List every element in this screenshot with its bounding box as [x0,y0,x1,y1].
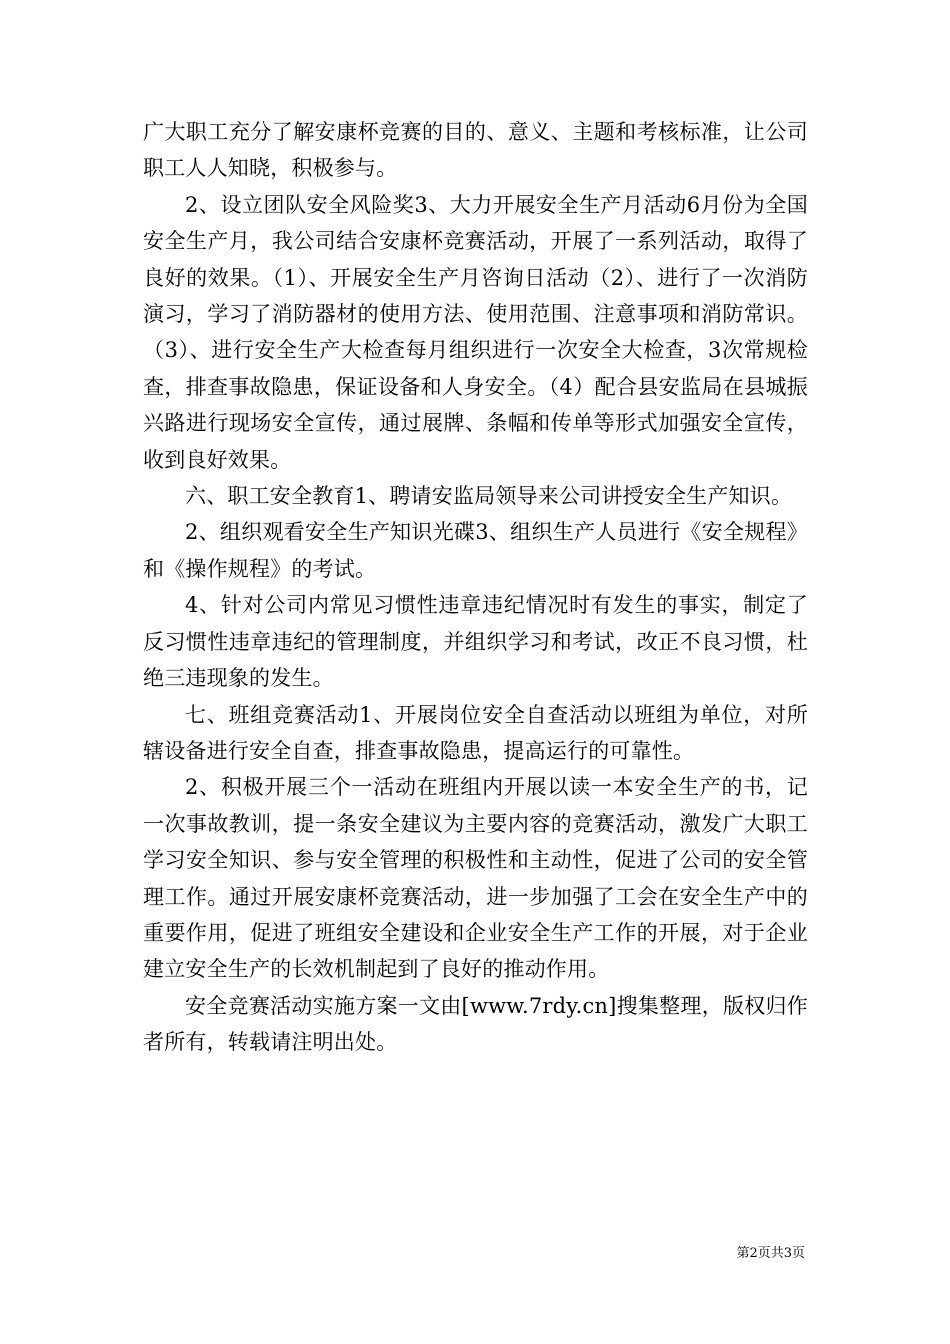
paragraph-8: 安全竞赛活动实施方案一文由[www.7rdy.cn]搜集整理，版权归作者所有，转载请注明出处。 [143,993,808,1055]
paragraph-2: 2、设立团队安全风险奖3、大力开展安全生产月活动6月份为全国安全生产月，我公司结合安康杯竞赛活动，开展了一系列活动，取得了良好的效果。（1）、开展安全生产月咨询日活动（2）、进行了一次消防演习，学习了消防器材的使用方法、使用范围、注意事项和消防常识。（3）、进行安全生产大检查每月组织进行一次安全大检查，3次常规检查，排查事故隐患，保证设备和人身安全。（4）配合县安监局在县城振兴路进行现场安全宣传，通过展牌、条幅和传单等形式加强安全宣传，收到良好效果。 [143,192,808,472]
paragraph-5: 4、针对公司内常见习惯性违章违纪情况时有发生的事实，制定了反习惯性违章违纪的管理制度，并组织学习和考试，改正不良习惯，杜绝三违现象的发生。 [143,593,808,691]
document-body [143,114,808,1061]
page-number-footer: 第2页共3页 [736,1246,805,1261]
paragraph-6: 七、班组竞赛活动1、开展岗位安全自查活动以班组为单位，对所辖设备进行安全自查，排查事故隐患，提高运行的可靠性。 [143,702,808,763]
paragraph-1: 广大职工充分了解安康杯竞赛的目的、意义、主题和考核标准，让公司职工人人知晓，积极参与。 [143,120,808,181]
paragraph-4: 2、组织观看安全生产知识光碟3、组织生产人员进行《安全规程》和《操作规程》的考试。 [143,520,808,581]
paragraph-3: 六、职工安全教育1、聘请安监局领导来公司讲授安全生产知识。 [185,484,793,509]
paragraph-7: 2、积极开展三个一活动在班组内开展以读一本安全生产的书，记一次事故教训，提一条安全建议为主要内容的竞赛活动，激发广大职工学习安全知识、参与安全管理的积极性和主动性，促进了公司的安全管理工作。通过开展安康杯竞赛活动，进一步加强了工会在安全生产中的重要作用，促进了班组安全建设和企业安全生产工作的开展，对于企业建立安全生产的长效机制起到了良好的推动作用。 [143,775,808,982]
